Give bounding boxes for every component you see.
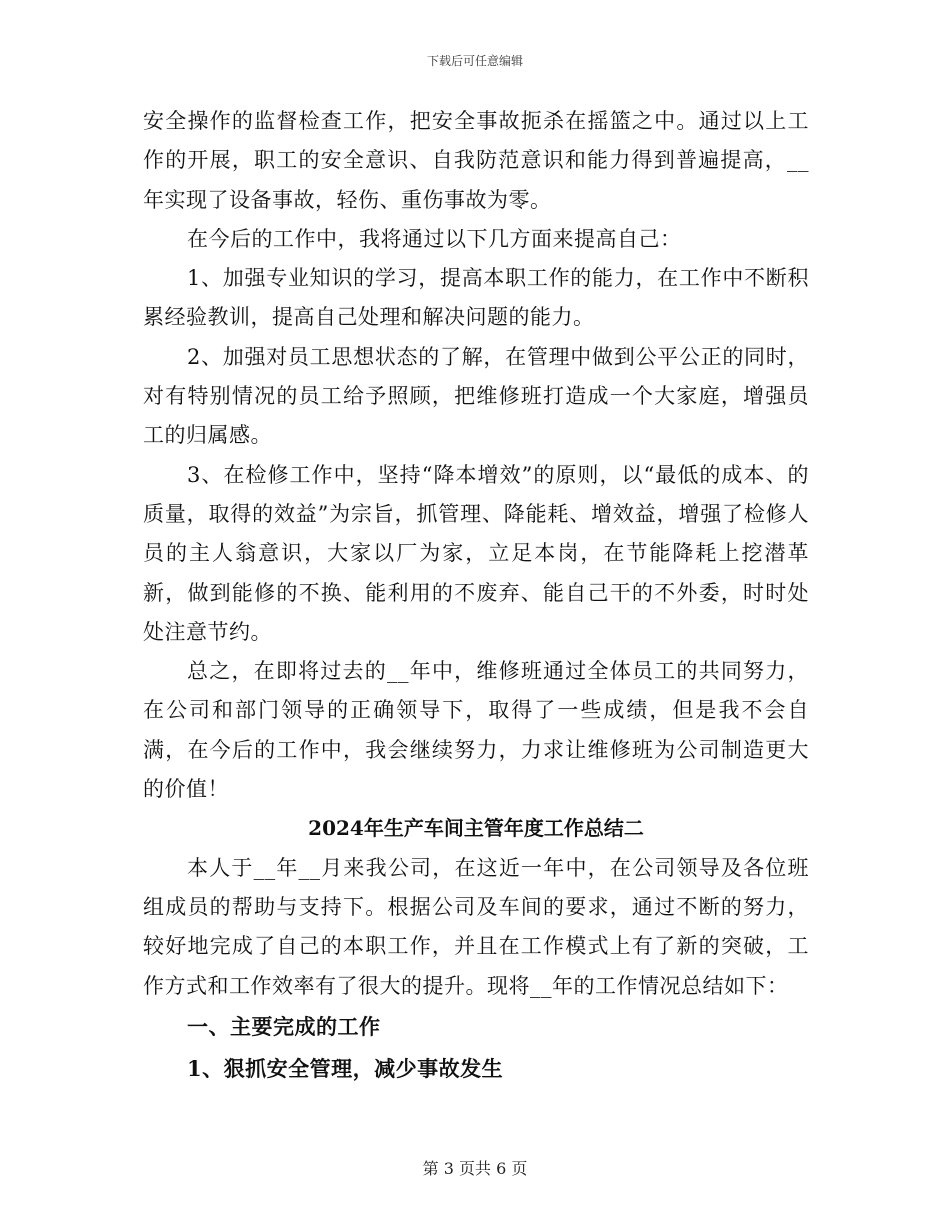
paragraph-item-1: 1、加强专业知识的学习，提高本职工作的能力，在工作中不断积累经验教训，提高自己处理和解决问题的能力。 xyxy=(143,266,809,330)
paragraph-conclusion: 总之，在即将过去的__年中，维修班通过全体员工的共同努力，在公司和部门领导的正确领导下，取得了一些成绩，但是我不会自满，在今后的工作中，我会继续努力，力求让维修班为公司制造更大的价值！ xyxy=(143,659,809,802)
heading-main-work: 一、主要完成的工作 xyxy=(187,1013,381,1039)
paragraph-item-2: 2、加强对员工思想状态的了解，在管理中做到公平公正的同时，对有特别情况的员工给予照顾，把维修班打造成一个大家庭，增强员工的归属感。 xyxy=(143,344,809,448)
paragraph-improvement-intro: 在今后的工作中，我将通过以下几方面来提高自己： xyxy=(187,226,682,251)
heading-safety-management: 1、狠抓安全管理，减少事故发生 xyxy=(187,1055,504,1081)
document-body xyxy=(143,102,809,1090)
section-title: 2024年生产车间主管年度工作总结二 xyxy=(308,816,644,841)
page-header-note: 下载后可任意编辑 xyxy=(426,54,523,68)
page-number: 第 3 页共 6 页 xyxy=(422,1159,528,1178)
paragraph-safety-results: 安全操作的监督检查工作，把安全事故扼杀在摇篮之中。通过以上工作的开展，职工的安全意识、自我防范意识和能力得到普遍提高，__年实现了设备事故，轻伤、重伤事故为零。 xyxy=(143,109,809,212)
paragraph-section-intro: 本人于__年__月来我公司，在这近一年中，在公司领导及各位班组成员的帮助与支持下。根据公司及车间的要求，通过不断的努力，较好地完成了自己的本职工作，并且在工作模式上有了新的突破，工作方式和工作效率有了很大的提升。现将__年的工作情况总结如下： xyxy=(143,855,809,998)
paragraph-item-3: 3、在检修工作中，坚持“降本增效”的原则，以“最低的成本、的质量，取得的效益”为宗旨，抓管理、降能耗、增效益，增强了检修人员的主人翁意识，大家以厂为家，立足本岗，在节能降耗上挖潜革新，做到能修的不换、能利用的不废弃、能自己干的不外委，时时处处注意节约。 xyxy=(143,462,809,644)
